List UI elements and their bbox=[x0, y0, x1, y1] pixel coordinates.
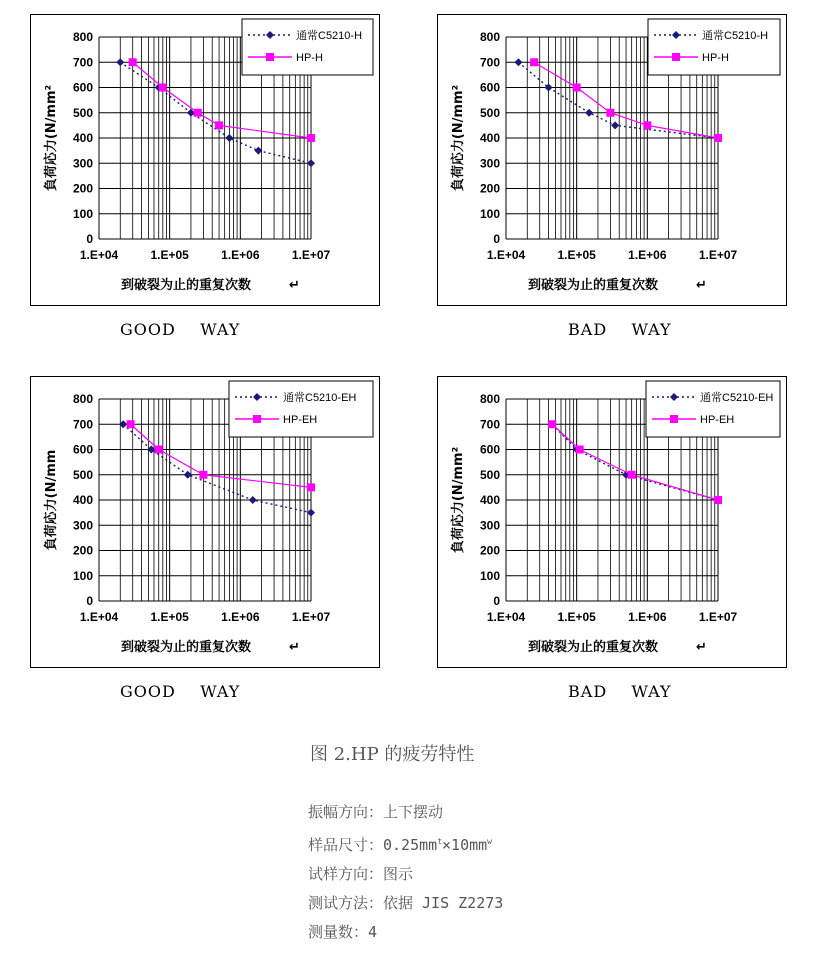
way-label-3: GOOD WAY bbox=[120, 682, 241, 701]
legend-label: 通常C5210-H bbox=[702, 30, 769, 42]
chart-svg-3 bbox=[31, 377, 381, 669]
data-point-square bbox=[307, 134, 315, 142]
data-point-diamond bbox=[254, 147, 262, 155]
legend-label: HP-EH bbox=[700, 414, 735, 426]
data-point-diamond bbox=[184, 471, 192, 479]
legend-marker-square bbox=[266, 53, 274, 61]
y-tick-label: 600 bbox=[479, 442, 500, 457]
y-tick-label: 400 bbox=[72, 131, 93, 145]
chart-good-way-h bbox=[30, 14, 380, 306]
way-label-1: GOOD WAY bbox=[120, 320, 241, 339]
y-tick-label: 300 bbox=[479, 156, 500, 171]
x-tick-label: 1.E+06 bbox=[628, 610, 667, 624]
legend-box bbox=[646, 381, 780, 437]
x-tick-label: 1.E+06 bbox=[221, 248, 260, 262]
data-point-diamond bbox=[585, 109, 593, 117]
x-tick-label: 1.E+04 bbox=[486, 610, 526, 624]
y-tick-label: 800 bbox=[72, 30, 93, 44]
y-tick-label: 200 bbox=[72, 181, 93, 196]
data-point-square bbox=[643, 121, 651, 129]
y-tick-label: 500 bbox=[72, 105, 93, 120]
y-tick-label: 700 bbox=[479, 55, 500, 70]
data-point-square bbox=[199, 471, 207, 479]
note-times-text: ×10mm bbox=[442, 836, 488, 854]
chart-svg-4 bbox=[438, 377, 788, 669]
data-point-square bbox=[714, 496, 722, 504]
y-tick-label: 500 bbox=[479, 467, 500, 482]
x-tick-label: 1.E+04 bbox=[79, 248, 119, 262]
y-tick-label: 400 bbox=[72, 493, 93, 507]
legend-marker-square bbox=[670, 415, 678, 423]
y-tick-label: 600 bbox=[72, 442, 93, 457]
note-method: 测试方法：依据 JIS Z2273 bbox=[308, 894, 504, 912]
y-tick-label: 600 bbox=[479, 80, 500, 95]
legend-label: 通常C5210-EH bbox=[700, 392, 774, 404]
return-mark: ↵ bbox=[696, 278, 707, 293]
y-axis-title: 負荷応力(N/mm² bbox=[451, 84, 466, 192]
y-tick-label: 700 bbox=[479, 417, 500, 432]
x-tick-label: 1.E+05 bbox=[557, 610, 596, 624]
y-tick-label: 800 bbox=[72, 392, 93, 406]
x-tick-label: 1.E+04 bbox=[79, 610, 119, 624]
way-label-2: BAD WAY bbox=[568, 320, 672, 339]
y-tick-label: 400 bbox=[479, 131, 500, 145]
x-tick-label: 1.E+07 bbox=[698, 610, 738, 624]
legend-box bbox=[648, 19, 780, 75]
data-point-square bbox=[548, 420, 556, 428]
test-notes bbox=[308, 798, 503, 947]
data-point-diamond bbox=[249, 496, 257, 504]
legend-marker-square bbox=[672, 53, 680, 61]
x-tick-label: 1.E+04 bbox=[486, 248, 526, 262]
note-amplitude: 振幅方向：上下摆动 bbox=[308, 803, 444, 821]
x-axis-title: 到破裂为止的重复次数 bbox=[120, 278, 252, 293]
x-tick-label: 1.E+05 bbox=[150, 248, 189, 262]
return-mark: ↵ bbox=[289, 640, 300, 655]
y-tick-label: 100 bbox=[72, 568, 93, 583]
x-axis-title: 到破裂为止的重复次数 bbox=[527, 640, 659, 655]
y-tick-label: 100 bbox=[479, 206, 500, 221]
way-label-4: BAD WAY bbox=[568, 682, 672, 701]
data-point-square bbox=[530, 58, 538, 66]
y-tick-label: 500 bbox=[72, 467, 93, 482]
y-tick-label: 0 bbox=[493, 232, 500, 246]
data-point-square bbox=[573, 84, 581, 92]
y-tick-label: 0 bbox=[493, 594, 500, 608]
note-t-sup: t bbox=[437, 837, 443, 846]
data-point-square bbox=[628, 471, 636, 479]
y-tick-label: 200 bbox=[72, 543, 93, 558]
data-point-diamond bbox=[307, 159, 315, 167]
note-sample-size-text: 样品尺寸：0.25mm bbox=[308, 836, 438, 854]
y-tick-label: 100 bbox=[72, 206, 93, 221]
data-point-diamond bbox=[116, 58, 124, 66]
data-point-diamond bbox=[225, 134, 233, 142]
note-count: 测量数：4 bbox=[308, 923, 378, 941]
x-tick-label: 1.E+06 bbox=[221, 610, 260, 624]
legend-box bbox=[229, 381, 373, 437]
legend-marker-square bbox=[253, 415, 261, 423]
chart-svg-1 bbox=[31, 15, 381, 307]
y-tick-label: 700 bbox=[72, 417, 93, 432]
y-axis-title: 負荷応力(N/mm² bbox=[44, 84, 59, 192]
y-tick-label: 200 bbox=[479, 181, 500, 196]
x-tick-label: 1.E+05 bbox=[557, 248, 596, 262]
data-point-diamond bbox=[514, 58, 522, 66]
y-axis-title: 負荷応力(N/mm bbox=[44, 449, 59, 551]
y-tick-label: 600 bbox=[72, 80, 93, 95]
legend-label: HP-H bbox=[296, 52, 323, 64]
return-mark: ↵ bbox=[289, 278, 300, 293]
data-point-diamond bbox=[611, 121, 619, 129]
legend-label: 通常C5210-H bbox=[296, 30, 363, 42]
chart-good-way-eh bbox=[30, 376, 380, 668]
y-tick-label: 300 bbox=[72, 156, 93, 171]
chart-svg-2 bbox=[438, 15, 788, 307]
y-tick-label: 500 bbox=[479, 105, 500, 120]
data-point-square bbox=[127, 420, 135, 428]
x-tick-label: 1.E+06 bbox=[628, 248, 667, 262]
note-orientation: 试样方向：图示 bbox=[308, 865, 414, 883]
chart-bad-way-eh bbox=[437, 376, 787, 668]
y-tick-label: 300 bbox=[479, 518, 500, 533]
legend-label: 通常C5210-EH bbox=[283, 392, 357, 404]
legend-label: HP-H bbox=[702, 52, 729, 64]
legend-box bbox=[242, 19, 373, 75]
data-point-square bbox=[576, 446, 584, 454]
y-tick-label: 100 bbox=[479, 568, 500, 583]
data-point-diamond bbox=[307, 509, 315, 517]
x-tick-label: 1.E+07 bbox=[291, 610, 331, 624]
return-mark: ↵ bbox=[696, 640, 707, 655]
legend-label: HP-EH bbox=[283, 414, 318, 426]
x-tick-label: 1.E+05 bbox=[150, 610, 189, 624]
note-w-sup: w bbox=[487, 837, 492, 846]
data-point-square bbox=[129, 58, 137, 66]
note-sample-size bbox=[308, 827, 503, 860]
y-tick-label: 400 bbox=[479, 493, 500, 507]
data-point-square bbox=[159, 84, 167, 92]
data-point-square bbox=[307, 483, 315, 491]
figure-caption: 图 2.HP 的疲劳特性 bbox=[310, 744, 475, 765]
data-point-square bbox=[215, 121, 223, 129]
y-tick-label: 200 bbox=[479, 543, 500, 558]
chart-bad-way-h bbox=[437, 14, 787, 306]
data-point-square bbox=[194, 109, 202, 117]
y-tick-label: 300 bbox=[72, 518, 93, 533]
y-tick-label: 800 bbox=[479, 30, 500, 44]
data-point-square bbox=[606, 109, 614, 117]
data-point-square bbox=[155, 446, 163, 454]
x-tick-label: 1.E+07 bbox=[698, 248, 738, 262]
data-point-square bbox=[714, 134, 722, 142]
x-axis-title: 到破裂为止的重复次数 bbox=[527, 278, 659, 293]
y-axis-title: 負荷応力(N/mm² bbox=[451, 446, 466, 554]
y-tick-label: 800 bbox=[479, 392, 500, 406]
y-tick-label: 0 bbox=[86, 594, 93, 608]
y-tick-label: 700 bbox=[72, 55, 93, 70]
y-tick-label: 0 bbox=[86, 232, 93, 246]
x-tick-label: 1.E+07 bbox=[291, 248, 331, 262]
x-axis-title: 到破裂为止的重复次数 bbox=[120, 640, 252, 655]
